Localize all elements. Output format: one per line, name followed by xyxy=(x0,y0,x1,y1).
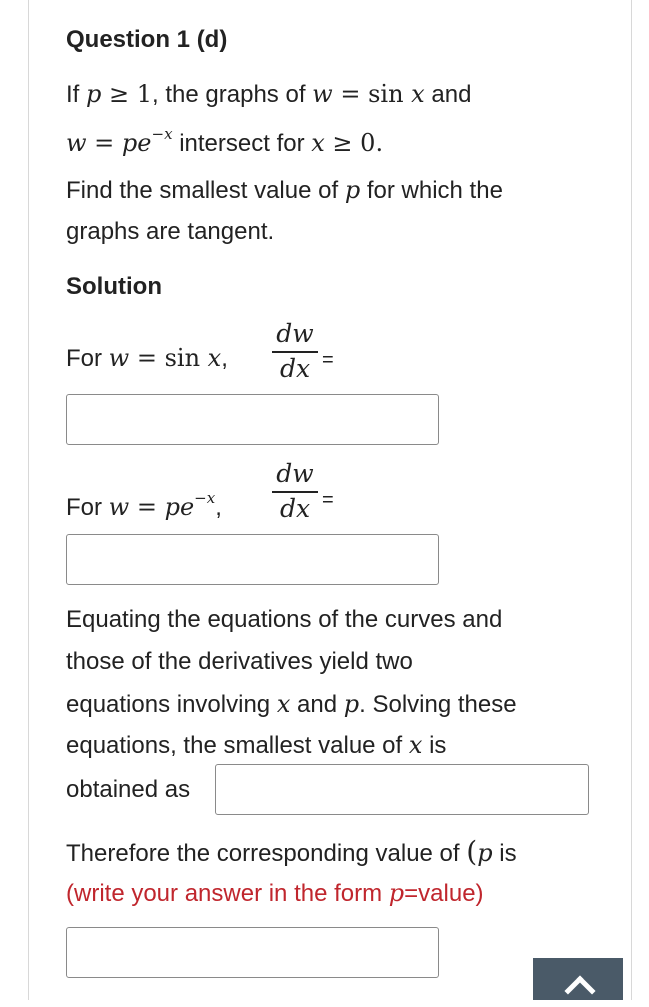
text-equations-involving: equations involving xyxy=(66,691,277,718)
answer-input-1[interactable] xyxy=(66,394,439,445)
math-x: x xyxy=(276,690,291,718)
paragraph-line-5: obtained as xyxy=(66,776,191,803)
text-for: For xyxy=(66,494,109,521)
math-x: x xyxy=(411,80,425,108)
fraction-bar xyxy=(272,491,318,493)
paragraph-line-3 xyxy=(66,690,517,719)
answer-input-2[interactable] xyxy=(66,534,439,585)
math-p: p xyxy=(86,80,102,108)
derivative-fraction-1 xyxy=(272,320,318,383)
equals-sign: = xyxy=(322,349,334,371)
therefore-line xyxy=(66,835,517,868)
text-is: is xyxy=(422,732,447,759)
derivative-numerator: dw xyxy=(276,459,314,488)
math-w: w xyxy=(108,493,130,521)
derivative-numerator: dw xyxy=(276,319,314,348)
math-exponent: −x xyxy=(151,125,173,143)
answer-input-3[interactable] xyxy=(215,764,589,815)
math-x: x xyxy=(311,129,325,157)
paragraph-line-4 xyxy=(66,731,446,760)
paragraph-line-2: those of the derivatives yield two xyxy=(66,648,413,675)
scroll-to-top-button[interactable] xyxy=(533,958,623,1000)
text-is: is xyxy=(492,840,517,867)
math-w: w xyxy=(108,344,130,372)
text-for: For xyxy=(66,345,109,372)
derivative-denominator: dx xyxy=(279,493,311,523)
math-w: w xyxy=(66,129,87,157)
text-therefore: Therefore the corresponding value of xyxy=(66,840,467,867)
text-and: and xyxy=(290,691,344,718)
answer-input-4[interactable] xyxy=(66,927,439,978)
math-zero: 0. xyxy=(360,129,384,157)
math-eq: = xyxy=(86,129,122,157)
math-p: p xyxy=(388,879,405,907)
math-sin: sin xyxy=(164,344,208,372)
math-w: w xyxy=(312,80,333,108)
text-intersect: intersect for xyxy=(172,130,312,157)
text-graphs-of: , the graphs of xyxy=(152,81,313,108)
derivative-fraction-2 xyxy=(272,460,318,523)
math-p: p xyxy=(477,839,493,867)
content-border-left xyxy=(28,0,29,1000)
equals-sign: = xyxy=(322,489,334,511)
derivative-denominator: dx xyxy=(279,353,311,383)
text-for-which: for which the xyxy=(360,177,503,204)
math-p: p xyxy=(344,176,361,204)
part2-label xyxy=(66,484,222,522)
find-line-1 xyxy=(66,176,503,205)
text-instruction: (write your answer in the form xyxy=(66,880,389,907)
math-exponent: −x xyxy=(194,489,216,507)
part1-label xyxy=(66,344,228,373)
text-if: If xyxy=(66,81,87,108)
text-find: Find the smallest value of xyxy=(66,177,345,204)
question-title: Question 1 (d) xyxy=(66,26,228,53)
question-line-2 xyxy=(66,120,383,158)
math-p: p xyxy=(343,690,360,718)
text-comma: , xyxy=(215,494,222,521)
text-and: and xyxy=(424,81,472,108)
math-x: x xyxy=(207,344,222,372)
math-eq: = xyxy=(129,344,165,372)
text-instruction-value: =value) xyxy=(404,880,484,907)
text-smallest-value: equations, the smallest value of xyxy=(66,732,409,759)
solution-heading: Solution xyxy=(66,273,162,300)
math-ge: ≥ xyxy=(101,80,137,108)
math-eq: = xyxy=(332,80,369,108)
find-line-2: graphs are tangent. xyxy=(66,218,275,245)
math-ge: ≥ xyxy=(324,129,361,157)
math-sin: sin xyxy=(368,80,412,108)
math-x: x xyxy=(408,731,423,759)
content-border-right xyxy=(631,0,632,1000)
paragraph-line-1: Equating the equations of the curves and xyxy=(66,606,503,633)
chevron-up-icon xyxy=(564,975,595,1006)
math-one: 1 xyxy=(136,80,153,108)
answer-format-instruction xyxy=(66,879,484,908)
math-pe: pe xyxy=(164,493,195,521)
text-paren: ( xyxy=(466,835,478,868)
text-solving-these: . Solving these xyxy=(359,691,517,718)
fraction-bar xyxy=(272,351,318,353)
question-line-1 xyxy=(66,80,471,109)
math-pe: pe xyxy=(121,129,152,157)
math-eq: = xyxy=(129,493,165,521)
text-comma: , xyxy=(221,345,228,372)
